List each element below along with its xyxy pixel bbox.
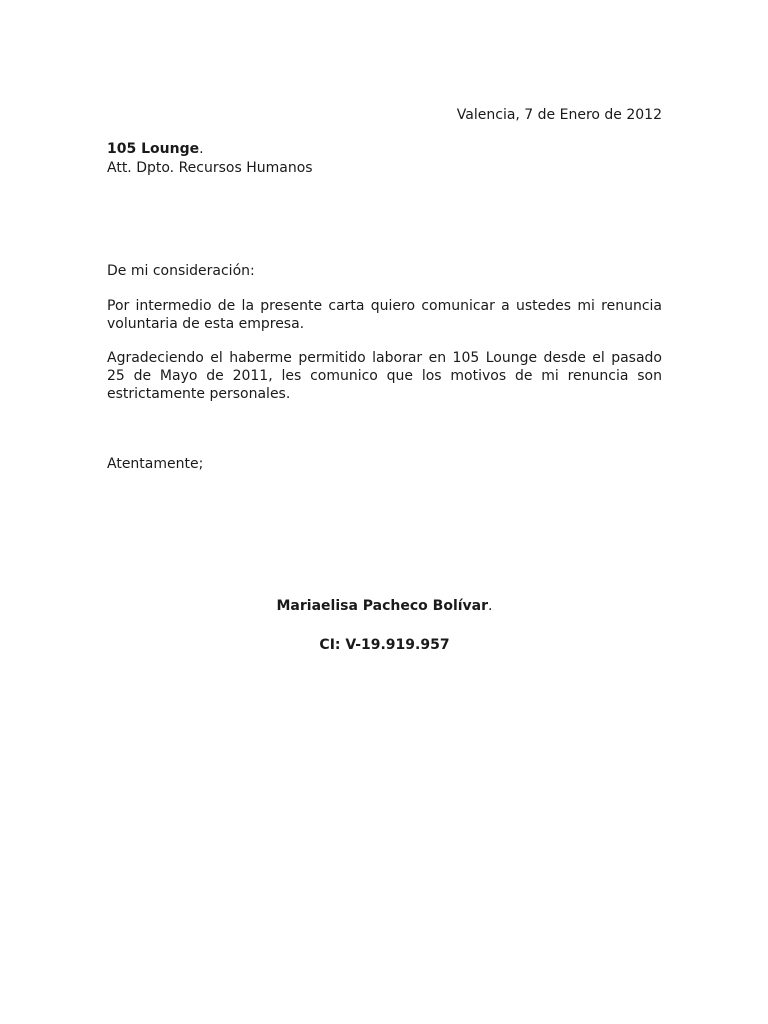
signature-name-suffix: . [488,598,493,614]
recipient-company-suffix: . [199,141,204,157]
signature-name-line [107,597,662,616]
recipient-company: 105 Lounge [107,141,200,157]
recipient-attention: Att. Dpto. Recursos Humanos [107,160,313,176]
signature-id: CI: V-19.919.957 [319,637,450,653]
letter-greeting: De mi consideración: [107,263,255,279]
letter-paragraph-2: Agradeciendo el haberme permitido laborar en 105 Lounge desde el pasado 25 de Mayo de 2011, les comunico que los motivos de mi renuncia son estrictamente personales. [107,350,662,402]
recipient-company-line [107,140,313,159]
letter-date: Valencia, 7 de Enero de 2012 [456,107,662,123]
letter-closing: Atentamente; [107,456,204,472]
signature-name: Mariaelisa Pacheco Bolívar [276,598,489,614]
recipient-block [107,140,313,178]
letter-paragraph-1: Por intermedio de la presente carta quiero comunicar a ustedes mi renuncia voluntaria de esta empresa. [107,298,662,332]
